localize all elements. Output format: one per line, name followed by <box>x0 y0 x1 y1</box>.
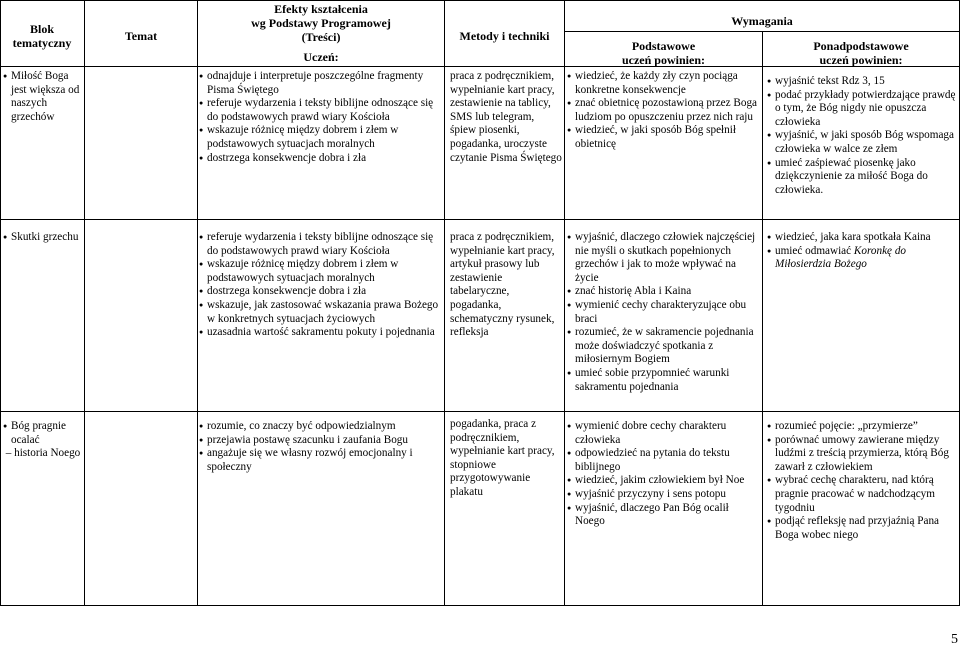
row1-ponad-item: ● wyjaśnić tekst Rdz 3, 15 <box>767 75 957 89</box>
row2-podstawowe-item: ● wymienić cechy charakteryzujące obu braci <box>567 299 761 326</box>
row1-podstawowe-item: ● wiedzieć, w jaki sposób Bóg spełnił obietnicę <box>567 124 761 151</box>
header-uczen: Uczeń: <box>303 50 339 64</box>
header-ponad-line1: Ponadpodstawowe <box>813 39 909 53</box>
row2-podstawowe-item: ● rozumieć, że w sakramencie pojednania może doświadczyć spotkania z miłosiernym Bogiem <box>567 326 761 367</box>
row3-ponad <box>767 420 957 542</box>
table-border-bottom <box>0 605 960 606</box>
row2-efekty-item: ● uzasadnia wartość sakramentu pokuty i pojednania <box>199 326 443 340</box>
row3-efekty <box>199 420 443 474</box>
row1-efekty-item: ● referuje wydarzenia i teksty biblijne odnoszące się do podstawowych prawd wiary Kościoła <box>199 97 443 124</box>
row2-temat <box>3 231 83 245</box>
row3-ponad-item: ● podjąć refleksję nad przyjaźnią Pana Boga wobec niego <box>767 515 957 542</box>
row2-efekty-item: ● dostrzega konsekwencje dobra i zła <box>199 285 443 299</box>
row3-podstawowe-item: ● odpowiedzieć na pytania do tekstu biblijnego <box>567 447 761 474</box>
row2-temat-text: ● Skutki grzechu <box>3 231 83 245</box>
col-divider-3 <box>444 0 445 606</box>
row2-podstawowe-item: ● umieć sobie przypomnieć warunki sakramentu pojednania <box>567 367 761 394</box>
row3-temat-line1: ● Bóg pragnie ocalać <box>3 420 83 447</box>
row-divider-2 <box>0 411 960 412</box>
header-podstawowe <box>566 39 761 67</box>
row1-temat <box>3 70 83 124</box>
header-podstawowe-line2: uczeń powinien: <box>621 53 705 67</box>
table-border-top <box>0 0 960 1</box>
row2-podstawowe <box>567 231 761 394</box>
row1-efekty-item: ● dostrzega konsekwencje dobra i zła <box>199 152 443 166</box>
row3-efekty-item: ● rozumie, co znaczy być odpowiedzialnym <box>199 420 443 434</box>
row1-metody: praca z podręcznikiem, wypełnianie kart pracy, zestawienie na tablicy, SMS lub telegram, śpiew piosenki, pogadanka, uroczyste czytanie Pisma Świętego <box>450 70 562 164</box>
row2-ponad-italic: Koronkę do Miłosierdzia Bożego <box>775 244 907 271</box>
row1-podstawowe-item: ● znać obietnicę pozostawioną przez Boga ludziom po opuszczeniu przez nich raju <box>567 97 761 124</box>
row2-efekty-item: ● wskazuje różnicę między dobrem i złem w podstawowych sytuacjach moralnych <box>199 258 443 285</box>
col-divider-5 <box>762 31 763 606</box>
header-ponad <box>764 39 958 67</box>
row2-efekty <box>199 231 443 340</box>
row1-ponad <box>767 75 957 197</box>
row1-efekty-item: ● odnajduje i interpretuje poszczególne fragmenty Pisma Świętego <box>199 70 443 97</box>
row1-efekty <box>199 70 443 165</box>
header-efekty-line2: wg Podstawy Programowej <box>251 16 391 30</box>
table-border-left <box>0 0 1 606</box>
row-divider-1 <box>0 219 960 220</box>
row2-metody: praca z podręcznikiem, wypełnianie kart pracy, artykuł prasowy lub zestawienie tabelaryczne, pogadanka, schematyczny rysunek, refleksja <box>450 231 555 339</box>
header-efekty-line1: Efekty kształcenia <box>274 2 368 16</box>
row2-podstawowe-item: ● wyjaśnić, dlaczego człowiek najczęściej nie myśli o skutkach popełnionych grzechów i jak to może wpływać na życie <box>567 231 761 285</box>
page-number: 5 <box>951 632 958 647</box>
row3-ponad-item: ● porównać umowy zawierane między ludźmi z treścią przymierza, którą Bóg zawarł z człowiekiem <box>767 434 957 475</box>
col-divider-4 <box>564 0 565 606</box>
col-divider-1 <box>84 0 85 606</box>
row3-efekty-item: ● przejawia postawę szacunku i zaufania Bogu <box>199 434 443 448</box>
row1-podstawowe <box>567 70 761 152</box>
row2-efekty-item: ● referuje wydarzenia i teksty biblijne odnoszące się do podstawowych prawd wiary Kościoła <box>199 231 443 258</box>
row3-podstawowe-item: ● wyjaśnić, dlaczego Pan Bóg ocalił Noego <box>567 502 761 529</box>
col-divider-2 <box>197 0 198 606</box>
row1-ponad-item: ● podać przykłady potwierdzające prawdę o tym, że Bóg nigdy nie opuszcza człowieka <box>767 89 957 130</box>
header-wymagania: Wymagania <box>731 14 793 28</box>
header-temat: Temat <box>124 29 158 43</box>
row3-podstawowe-item: ● wyjaśnić przyczyny i sens potopu <box>567 488 761 502</box>
row1-efekty-item: ● wskazuje różnicę między dobrem i złem w podstawowych sytuacjach moralnych <box>199 124 443 151</box>
row1-temat-text: ● Miłość Boga jest większa od naszych grzechów <box>3 70 83 124</box>
row3-podstawowe <box>567 420 761 529</box>
row2-ponad-item: ● wiedzieć, jaka kara spotkała Kaina <box>767 231 957 245</box>
header-blok: Blok tematyczny <box>12 22 72 50</box>
header-metody: Metody i techniki <box>459 29 550 43</box>
row2-efekty-item: ● wskazuje, jak zastosować wskazania prawa Bożego w konkretnych sytuacjach życiowych <box>199 299 443 326</box>
header-efekty <box>199 2 443 44</box>
row3-temat <box>3 420 83 461</box>
row3-podstawowe-item: ● wymienić dobre cechy charakteru człowieka <box>567 420 761 447</box>
header-ponad-line2: uczeń powinien: <box>819 53 903 67</box>
row1-ponad-item: ● wyjaśnić, w jaki sposób Bóg wspomaga człowieka w walce ze złem <box>767 129 957 156</box>
row3-efekty-item: ● angażuje się we własny rozwój emocjonalny i społeczny <box>199 447 443 474</box>
row2-ponad <box>767 231 957 272</box>
row2-ponad-text: umieć odmawiać <box>775 244 854 257</box>
header-podstawowe-line1: Podstawowe <box>631 39 696 53</box>
row3-temat-line2: – historia Noego <box>5 447 81 460</box>
row3-ponad-item: ● rozumieć pojęcie: „przymierze” <box>767 420 957 434</box>
header-efekty-line3: (Treści) <box>301 30 341 44</box>
row3-podstawowe-item: ● wiedzieć, jakim człowiekiem był Noe <box>567 474 761 488</box>
row3-ponad-item: ● wybrać cechę charakteru, nad którą pragnie pracować w nadchodzącym tygodniu <box>767 474 957 515</box>
row3-metody: pogadanka, praca z podręcznikiem, wypełnianie kart pracy, stopniowe przygotowywanie plakatu <box>450 418 555 498</box>
row1-podstawowe-item: ● wiedzieć, że każdy zły czyn pociąga konkretne konsekwencje <box>567 70 761 97</box>
row2-podstawowe-item: ● znać historię Abla i Kaina <box>567 285 761 299</box>
row2-ponad-item-koronka <box>767 245 957 272</box>
row1-ponad-item: ● umieć zaśpiewać piosenkę jako dziękczynienie za miłość Boga do człowieka. <box>767 157 957 198</box>
